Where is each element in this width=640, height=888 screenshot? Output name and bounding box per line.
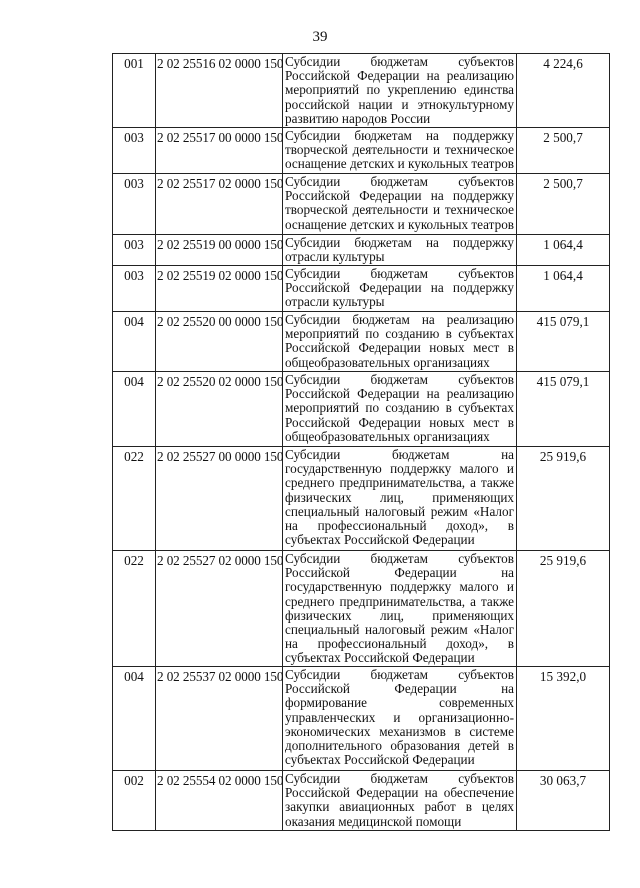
kbk-code-cell: 2 02 25519 02 0000 150 [156,266,283,312]
amount-cell: 2 500,7 [517,128,610,174]
table-row [113,128,610,174]
description-cell: Субсидии бюджетам субъектов Российской Федерации на реализацию мероприятий по укреплению единства российской нации и этнокультурному развитию народов России [283,54,517,128]
description-cell: Субсидии бюджетам на поддержку отрасли культуры [283,235,517,266]
amount-cell: 30 063,7 [517,771,610,831]
kbk-code-cell: 2 02 25516 02 0000 150 [156,54,283,128]
budget-table [112,53,610,831]
admin-code-cell: 004 [113,667,156,771]
table-row [113,54,610,128]
page-number: 39 [312,29,328,45]
description-cell: Субсидии бюджетам субъектов Российской Федерации на формирование современных управленческих и организационно-экономических механизмов в системе дополнительного образования детей в субъектах Российской Федерации [283,667,517,771]
kbk-code-cell: 2 02 25537 02 0000 150 [156,667,283,771]
admin-code-cell: 003 [113,128,156,174]
description-cell: Субсидии бюджетам на государственную поддержку малого и среднего предпринимательства, а также физических лиц, применяющих специальный налоговый режим «Налог на профессиональный доход», в субъектах Российской Федерации [283,447,517,551]
table-row [113,551,610,667]
amount-cell: 1 064,4 [517,266,610,312]
description-cell: Субсидии бюджетам на реализацию мероприятий по созданию в субъектах Российской Федерации новых мест в общеобразовательных организациях [283,312,517,372]
amount-cell: 25 919,6 [517,447,610,551]
amount-cell: 2 500,7 [517,174,610,235]
amount-cell: 4 224,6 [517,54,610,128]
amount-cell: 15 392,0 [517,667,610,771]
admin-code-cell: 004 [113,312,156,372]
table-row [113,447,610,551]
amount-cell: 25 919,6 [517,551,610,667]
admin-code-cell: 022 [113,551,156,667]
table-row [113,174,610,235]
kbk-code-cell: 2 02 25520 00 0000 150 [156,312,283,372]
kbk-code-cell: 2 02 25527 00 0000 150 [156,447,283,551]
kbk-code-cell: 2 02 25519 00 0000 150 [156,235,283,266]
description-cell: Субсидии бюджетам субъектов Российской Федерации на поддержку отрасли культуры [283,266,517,312]
amount-cell: 415 079,1 [517,372,610,447]
table-row [113,771,610,831]
table-row [113,312,610,372]
admin-code-cell: 004 [113,372,156,447]
table-row [113,266,610,312]
description-cell: Субсидии бюджетам субъектов Российской Федерации на обеспечение закупки авиационных работ в целях оказания медицинской помощи [283,771,517,831]
table-row [113,235,610,266]
table-row [113,667,610,771]
amount-cell: 1 064,4 [517,235,610,266]
kbk-code-cell: 2 02 25517 00 0000 150 [156,128,283,174]
admin-code-cell: 003 [113,235,156,266]
kbk-code-cell: 2 02 25517 02 0000 150 [156,174,283,235]
description-cell: Субсидии бюджетам субъектов Российской Федерации на поддержку творческой деятельности и техническое оснащение детских и кукольных театров [283,174,517,235]
description-cell: Субсидии бюджетам субъектов Российской Федерации на государственную поддержку малого и среднего предпринимательства, а также физических лиц, применяющих специальный налоговый режим «Налог на профессиональный доход», в субъектах Российской Федерации [283,551,517,667]
kbk-code-cell: 2 02 25527 02 0000 150 [156,551,283,667]
admin-code-cell: 001 [113,54,156,128]
table-row [113,372,610,447]
admin-code-cell: 003 [113,174,156,235]
description-cell: Субсидии бюджетам субъектов Российской Федерации на реализацию мероприятий по созданию в субъектах Российской Федерации новых мест в общеобразовательных организациях [283,372,517,447]
admin-code-cell: 003 [113,266,156,312]
kbk-code-cell: 2 02 25520 02 0000 150 [156,372,283,447]
amount-cell: 415 079,1 [517,312,610,372]
admin-code-cell: 022 [113,447,156,551]
kbk-code-cell: 2 02 25554 02 0000 150 [156,771,283,831]
admin-code-cell: 002 [113,771,156,831]
description-cell: Субсидии бюджетам на поддержку творческой деятельности и техническое оснащение детских и кукольных театров [283,128,517,174]
